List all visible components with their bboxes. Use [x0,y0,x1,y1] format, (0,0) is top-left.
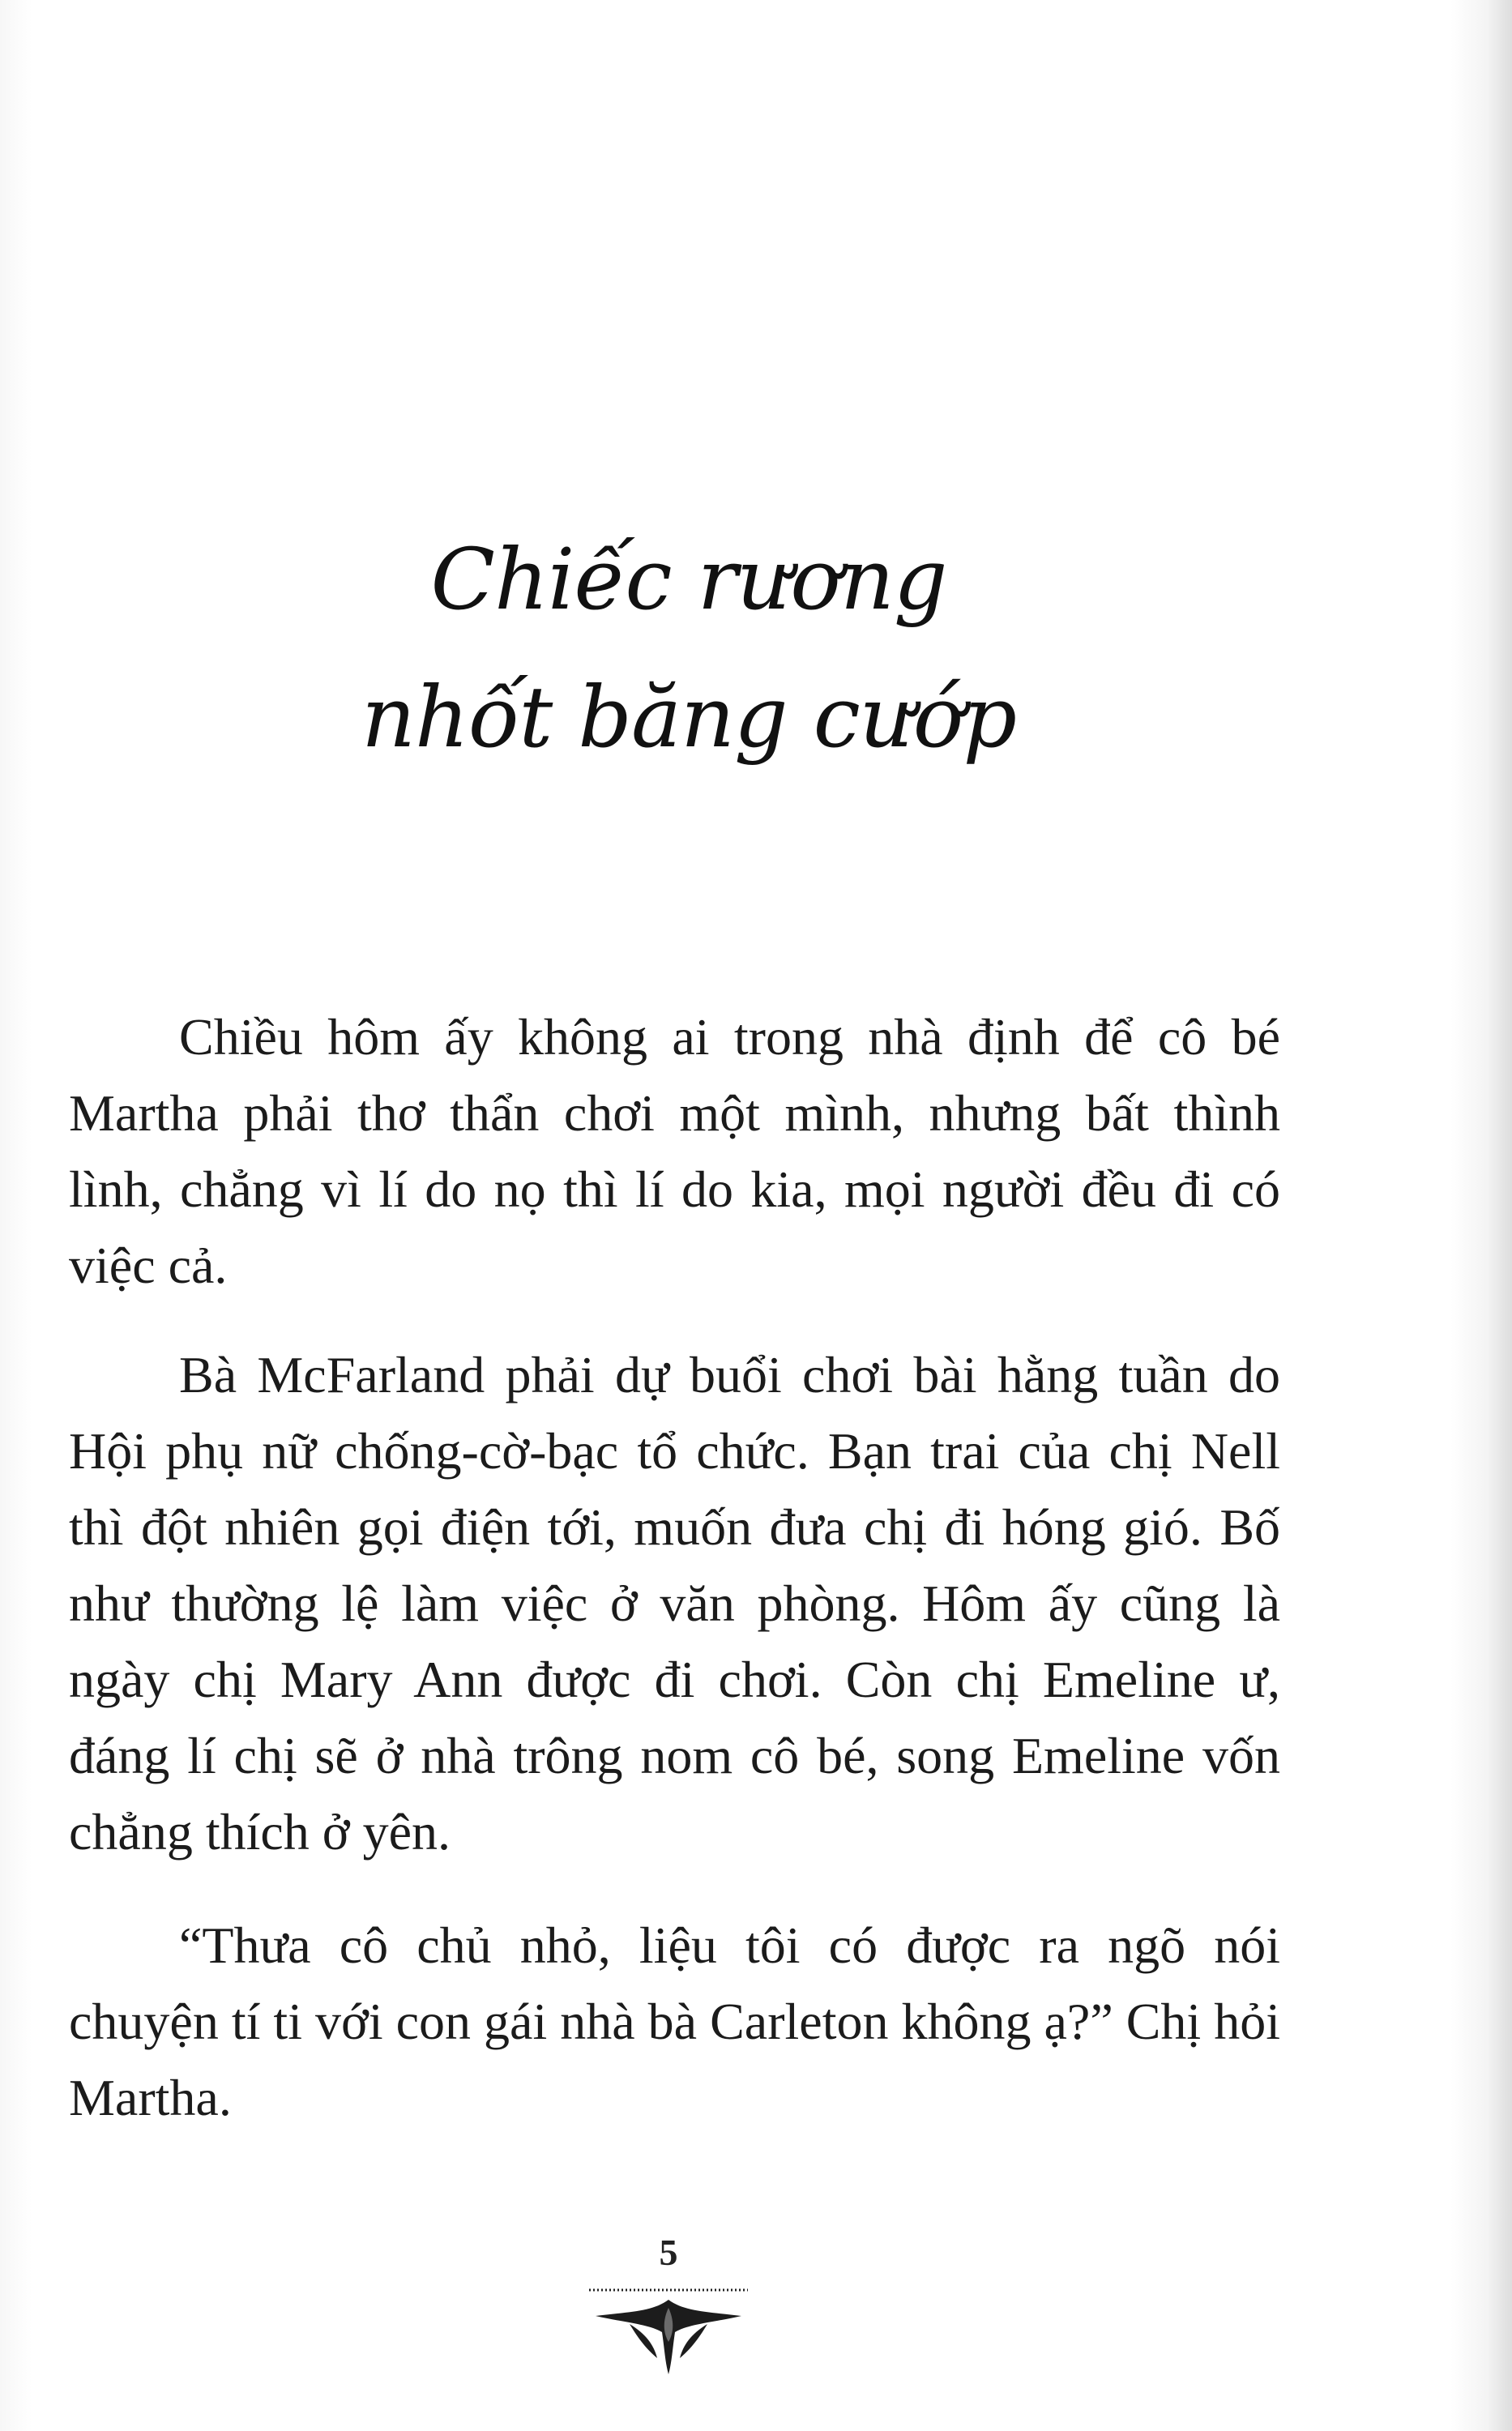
page-edge-shadow [1489,0,1512,2431]
body-paragraph-1: Chiều hôm ấy không ai trong nhà định để cô bé Martha phải thơ thẩn chơi một mình, nhưng bất thình lình, chẳng vì lí do nọ thì lí do kia, mọi người đều đi có việc cả. [69,1008,1280,1294]
page-number: 5 [659,2232,678,2273]
body-paragraph-3: “Thưa cô chủ nhỏ, liệu tôi có được ra ngõ nói chuyện tí ti với con gái nhà bà Carleton không ạ?” Chị hỏi Martha. [69,1916,1280,2126]
fleuron-ornament-icon [579,2275,758,2381]
chapter-title-line-1: Chiếc rương [430,530,947,629]
chapter-title-line-2: nhốt băng cướp [361,668,1017,767]
body-paragraph-2: Bà McFarland phải dự buổi chơi bài hằng tuần do Hội phụ nữ chống-cờ-bạc tổ chức. Bạn trai của chị Nell thì đột nhiên gọi điện tới, muốn đưa chị đi hóng gió. Bố như thường lệ làm việc ở văn phòng. Hôm ấy cũng là ngày chị Mary Ann được đi chơi. Còn chị Emeline ư, đáng lí chị sẽ ở nhà trông nom cô bé, song Emeline vốn chẳng thích ở yên. [69,1346,1280,1861]
